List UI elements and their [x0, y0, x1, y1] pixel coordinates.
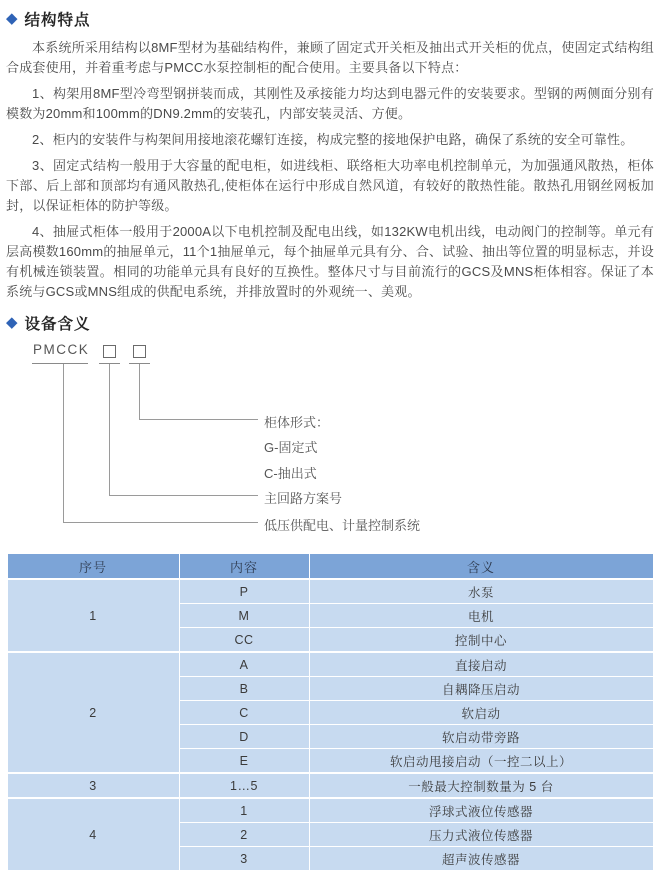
cell-content: 3: [179, 847, 309, 871]
leader-line-vertical-box1: [109, 364, 110, 496]
structure-points: [6, 84, 654, 302]
leader-line-horizontal-system: [63, 522, 258, 523]
cell-content: 1…5: [179, 773, 309, 798]
model-digit-box-1: [103, 345, 116, 358]
cell-meaning: 压力式液位传感器: [309, 823, 653, 847]
cell-meaning: 一般最大控制数量为 5 台: [309, 773, 653, 798]
cell-content: P: [179, 579, 309, 604]
structure-point: 3、固定式结构一般用于大容量的配电柜，如进线柜、联络柜大功率电机控制单元，为加强通风散热，柜体下部、后上部和顶部均有通风散热孔,使柜体在运行中形成自然风道，有较好的散热性能。散热孔用钢丝网板加封，以保证柜体的防护等级。: [6, 158, 654, 213]
cell-group-no: 3: [7, 773, 179, 798]
cell-meaning: 自耦降压启动: [309, 677, 653, 701]
table-header-row: [7, 554, 653, 580]
column-header-content: 内容: [179, 554, 309, 580]
meaning-table: [7, 553, 654, 871]
underline-prefix: [32, 363, 88, 364]
cell-content: 1: [179, 798, 309, 823]
meaning-table-wrapper: [6, 553, 654, 871]
leader-line-vertical-box2: [139, 364, 140, 419]
cell-meaning: 超声波传感器: [309, 847, 653, 871]
table-row: [7, 773, 653, 798]
cabinet-form-title-label: 柜体形式：: [264, 415, 330, 430]
table-row: [7, 652, 653, 677]
lv-supply-system-label: 低压供配电、计量控制系统: [264, 518, 421, 533]
cell-meaning: 软启动甩接启动（一控二以上）: [309, 749, 653, 774]
cell-meaning: 软启动: [309, 701, 653, 725]
cell-content: E: [179, 749, 309, 774]
cell-meaning: 水泵: [309, 579, 653, 604]
structure-point: 1、构架用8MF型冷弯型钢拼装而成，其刚性及承接能力均达到电器元件的安装要求。型钢的两侧面分别有模数为20mm和100mm的DN9.2mm的安装孔，内部安装灵活、方便。: [6, 86, 654, 121]
cell-group-no: 2: [7, 652, 179, 773]
structure-intro-paragraph: 本系统所采用结构以8MF型材为基础结构件，兼顾了固定式开关柜及抽出式开关柜的优点，使固定式结构组合成套使用，并着重考虑与PMCC水泵控制柜的配合使用。主要具备以下特点：: [6, 40, 654, 75]
cell-content: A: [179, 652, 309, 677]
model-prefix-label: PMCCK: [33, 342, 90, 357]
leader-line-horizontal-form: [139, 419, 258, 420]
table-row: [7, 579, 653, 604]
section-heading-structure: [6, 8, 654, 30]
column-header-no: 序号: [7, 554, 179, 580]
cell-group-no: 1: [7, 579, 179, 652]
cell-meaning: 浮球式液位传感器: [309, 798, 653, 823]
cell-content: B: [179, 677, 309, 701]
column-header-meaning: 含义: [309, 554, 653, 580]
cell-meaning: 电机: [309, 604, 653, 628]
section-heading-meaning: [6, 312, 654, 334]
leader-line-vertical-prefix: [63, 364, 64, 523]
model-designation-diagram: [6, 342, 654, 547]
structure-point: 2、柜内的安装件与构架间用接地滚花螺钉连接，构成完整的接地保护电路，确保了系统的安全可靠性。: [32, 132, 634, 147]
main-circuit-scheme-label: 主回路方案号: [264, 491, 343, 506]
leader-line-horizontal-circuit: [109, 495, 258, 496]
diamond-bullet-icon: ◆: [6, 9, 18, 27]
cell-meaning: 直接启动: [309, 652, 653, 677]
cell-content: 2: [179, 823, 309, 847]
cabinet-form-option-fixed: G-固定式: [264, 440, 318, 455]
cell-content: C: [179, 701, 309, 725]
cell-content: CC: [179, 628, 309, 653]
cell-content: M: [179, 604, 309, 628]
cell-meaning: 控制中心: [309, 628, 653, 653]
cell-group-no: 4: [7, 798, 179, 871]
diamond-bullet-icon: ◆: [6, 313, 18, 331]
section-title-meaning: 设备含义: [24, 316, 91, 333]
cell-meaning: 软启动带旁路: [309, 725, 653, 749]
cabinet-form-option-drawout: C-抽出式: [264, 466, 317, 481]
table-row: [7, 798, 653, 823]
cell-content: D: [179, 725, 309, 749]
model-digit-box-2: [133, 345, 146, 358]
structure-point: 4、抽屉式柜体一般用于2000A以下电机控制及配电出线，如132KW电机出线，电动阀门的控制等。单元有层高模数160mm的抽屉单元，11个1抽屉单元，每个抽屉单元具有分、合、试验、抽出等位置的明显标志，并设有机械连锁装置。相同的功能单元具有良好的互换性。整体尺寸与目前流行的GCS及MNS柜体相容。保证了本系统与GCS或MNS组成的供配电系统，并排放置时的外观统一、美观。: [6, 224, 654, 299]
section-title-structure: 结构特点: [24, 12, 91, 29]
